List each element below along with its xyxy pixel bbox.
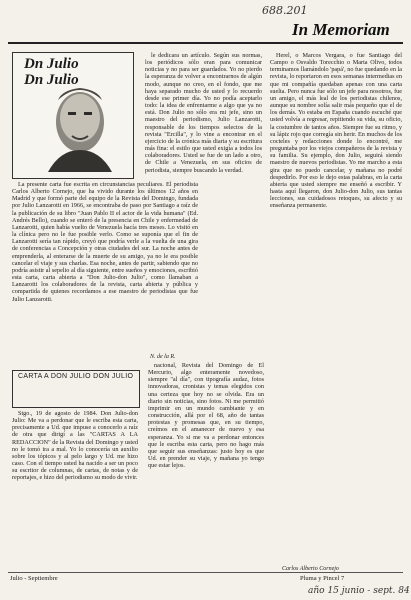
intro-signature: N. de la R.: [150, 354, 176, 360]
portrait-title: Dn Julio Dn Julio: [24, 56, 79, 88]
letter-continuation: nacional, Revista del Domingo de El Mercurio, algo enteramente novedoso, siempre "al día", con tipografía audaz, fotos innovadoras, cronistas y temas elegidos con una certeza que hoy no se olvida. Era un diario sin noticias, sino fotos. Ni me permitió imprimir en un mundo cambiante y en construcción, allá por el 68, año de tantas protestas y promesas que, en su tiempo, creímos en el amanecer de nuevo y esa esperanza. Yo si me va a perdonar entonces que le escriba esta carta, pero no hago más que seguir sus enseñanzas: justo hoy es que Ud. en prender su viaje, y mañana yo tengo que estar lejos.: [148, 362, 264, 470]
footer-rule: [8, 572, 403, 573]
intro-paragraph: La presente carta fue escrita en circunstancias peculiares. El periodista Carlos Alberto Cornejo, que ha vivido durante los últimos 12 años en Madrid y que formó parte del equipo de la Revista del Domingo, fundada por Julio Lanzarotti en 1966, se encontraba de paso por Santiago a raíz de la publicación de su libro "Juan Pablo II el actor de la vida humana" (Ed. Andrés Bello), cuando se enteró de la presencia en Chile y enfermedad de Lanzarotti, quien había vuelto de Venezuela hacía tres meses. Lo visitó en la clínica pero no le fue posible verlo. Como se suponía que el fin de Lanzarotti sería tan rápido, creyó que podría verle a la vuelta de una gira de conferencias a Concepción y otras ciudades del sur. La noche antes de emprenderla, al enterarse de la muerte de su amigo, ya no le era posible cancelar el viaje y sus charlas. Esa noche, antes de partir, sabiendo que no podría asistir al sepelio al día siguiente, entre sueños y emociones, escribió esta carta, carta abierta a "Don Julio-don Julio", como llamaban a Lanzarotti los colaboradores de la revista, carta abierta y pública y compartida de quienes recordamos a ese maestro de periodistas que fue Julio Lanzarotti.: [12, 181, 198, 303]
article-column-3: Herel, o Marcos Vergara, o fue Santiago del Campo o Osvaldo Torecchio o Marta Olivo, todos terminamos llamándolo 'papá', no fue quedando en la revista, lo reportaron en esos semanas intermedias en que mi compañía quedaban apenas con una carta suelta. Pero nunca fue sólo un jefe para nosotros, fue un amigo, el más leal de los periodistas chilenos, aunque su nombre solía salir más pequeño que el de los demás. Yo estaba en España cuando escuché que usted volvía a regresar, repitiendo su vida, su oficio, la costumbre de tantos años. Siempre fue su ritmo, y su lápiz rojo que corregía sin herir. En muchos de los cocteles y redacciones donde lo encontré, me preguntaba por los viejos compañeros de la revista y su familia. Su ejemplo, don Julio, seguirá siendo maestro de nuevos periodistas. Yo me marcho a esta gira que no puedo cancelar, y mañana no podré despedirlo. Por eso le dejo estas palabras, en la carta abierta que usted siempre me enseñó a escribir. Y hasta aquí llegaron, don Julio-don Julio, sus tantas lecciones, sus cuidadosos retoques, su afecto y su enseñanza permanente.: [270, 52, 402, 210]
footer-issue: Julio - Septiembre: [10, 575, 58, 582]
handwritten-catalog-number: 688.201: [262, 4, 308, 17]
title-rule: [8, 42, 403, 44]
portrait-photo: [40, 80, 120, 172]
letter-text: Stgo., 19 de agosto de 1984. Don Julio-don Julio: Me va a perdonar que le escriba esta carta, precisamente a Ud. que impuse a conocerlo a raíz de otra que dirigí a las "CARTAS A LA REDACCION" de la Revista del Domingo y usted no le tomó ira a mal. Yo lo conocería un auxilio sobre los tópicos y al pelo largo y Ud. me hizo caso. Con el tiempo usted ha nacido a ser un poco su escritor de columnas, de cartas, de notas y de reportajes, e hizo del periodismo su modo de vivir.: [12, 410, 138, 482]
footer-page: Pluma y Pincel 7: [300, 575, 345, 582]
section-title: In Memoriam: [292, 20, 390, 39]
handwritten-date-note: año 15 junio - sept. 84: [308, 586, 410, 596]
letter-heading: CARTA A DON JULIO DON JULIO: [18, 373, 134, 380]
article-column-2: le dedicara un artículo. Según sus normas, los periódicos sólo eran para comunicar noticias y no para ser guardados. Yo no pierdo la esperanza de volver a encontrarnos de algún modo, aunque no creo, en el fondo, que me haya separado mucho de usted y lo recuerdo desde ese primer día. Yo no podía aceptarlo todo: la idea de enfrentarme a algo que ya no está. Don Julio no sólo era mi jefe, sino un maestro del periodismo, Julio Lanzarotti, responsable de los tiempos selectos de la revista "Ercilla", y lo vine a encontrar en el ejercicio de la crónica más diaria y su escritura más fina: el estilo que usted exigía a todos los colaboradores. Usted se fue de un lado a otro, de Chile a Venezuela, en sus oficios de periodista, siempre buscando la verdad.: [145, 52, 262, 174]
author-signature: Carlos Alberto Cornejo: [282, 566, 339, 572]
